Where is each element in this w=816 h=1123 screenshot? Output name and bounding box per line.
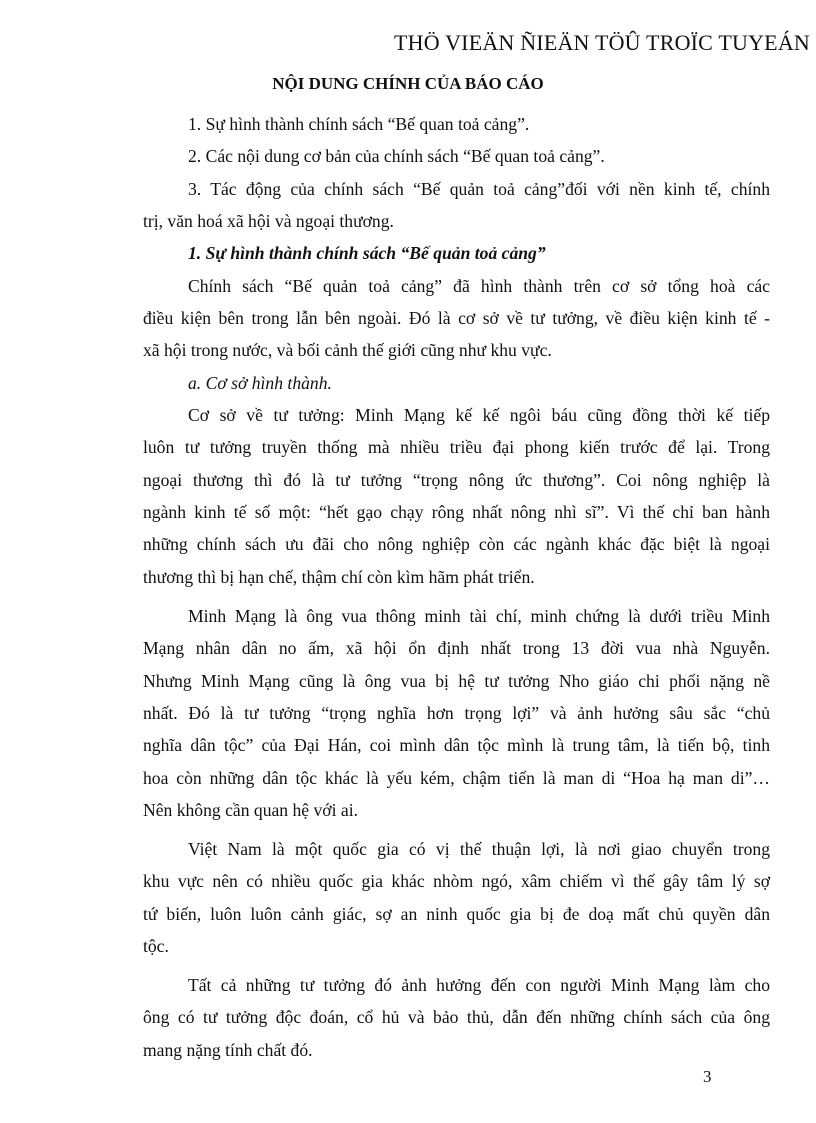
para3-line: Mạng nhân dân no ấm, xã hội ổn định nhất trong 13 đời vua nhà Nguyễn. <box>143 638 770 658</box>
outline-item-2: 2. Các nội dung cơ bản của chính sách “Bế quan toả cảng”. <box>188 146 605 166</box>
outline-item-3: 3. Tác động của chính sách “Bế quản toả cảng”đối với nền kinh tế, chính <box>188 179 770 199</box>
para3-line: Nên không cần quan hệ với ai. <box>143 800 358 820</box>
para4-line: tứ biến, luôn luôn cảnh giác, sợ an ninh quốc gia bị đe doạ mất chủ quyền dân <box>143 904 770 924</box>
para3-line: nhất. Đó là tư tưởng “trọng nghĩa hơn trọng lợi” và ảnh hưởng sâu sắc “chủ <box>143 703 770 723</box>
para3-line: hoa còn những dân tộc khác là yếu kém, chậm tiến là man di “Hoa hạ man di”… <box>143 768 770 788</box>
library-header: THÖ VIEÄN ÑIEÄN TÖÛ TROÏC TUYEÁN <box>393 30 810 55</box>
para2-line: thương thì bị hạn chế, thậm chí còn kìm hãm phát triển. <box>143 567 535 587</box>
para3-line: Nhưng Minh Mạng cũng là ông vua bị hệ tư tưởng Nho giáo chi phối nặng nề <box>143 671 770 691</box>
outline-item-1: 1. Sự hình thành chính sách “Bế quan toả cảng”. <box>188 114 530 134</box>
para5-line: ông có tư tưởng độc đoán, cổ hủ và bảo thủ, dẫn đến những chính sách của ông <box>143 1007 770 1027</box>
para1-line: Chính sách “Bế quản toả cảng” đã hình thành trên cơ sở tổng hoà các <box>188 276 770 296</box>
para1-line: xã hội trong nước, và bối cảnh thế giới cũng như khu vực. <box>143 340 552 360</box>
para4-line: khu vực nên có nhiều quốc gia khác nhòm ngó, xâm chiếm vì thế gây tâm lý sợ <box>143 871 770 891</box>
para4-line: Việt Nam là một quốc gia có vị thế thuận lợi, là nơi giao chuyển trong <box>188 839 770 859</box>
subsection-title: a. Cơ sở hình thành. <box>188 373 332 393</box>
page-heading: NỘI DUNG CHÍNH CỦA BÁO CÁO <box>272 74 544 93</box>
para2-line: Cơ sở về tư tưởng: Minh Mạng kế kế ngôi báu cũng đồng thời kế tiếp <box>188 405 770 425</box>
para3-line: nghĩa dân tộc” của Đại Hán, coi mình dân tộc mình là trung tâm, là tiến bộ, tinh <box>143 735 770 755</box>
para2-line: luôn tư tưởng truyền thống mà nhiều triều đại phong kiến trước để lại. Trong <box>143 437 770 457</box>
outline-item-3-cont: trị, văn hoá xã hội và ngoại thương. <box>143 211 394 231</box>
para2-line: những chính sách ưu đãi cho nông nghiệp còn các ngành khác đặc biệt là ngoại <box>143 534 770 554</box>
para2-line: ngoại thương thì đó là tư tưởng “trọng nông ức thương”. Coi nông nghiệp là <box>143 470 770 490</box>
section-title: 1. Sự hình thành chính sách “Bế quản toả cảng” <box>188 243 546 263</box>
para2-line: ngành kinh tế số một: “hết gạo chạy rông nhất nông nhì sĩ”. Vì thế chỉ ban hành <box>143 502 770 522</box>
para5-line: mang nặng tính chất đó. <box>143 1040 313 1060</box>
para5-line: Tất cả những tư tưởng đó ảnh hưởng đến con người Minh Mạng làm cho <box>188 975 770 995</box>
para4-line: tộc. <box>143 936 169 956</box>
para3-line: Minh Mạng là ông vua thông minh tài chí, minh chứng là dưới triều Minh <box>188 606 770 626</box>
page-number: 3 <box>703 1067 712 1086</box>
para1-line: điều kiện bên trong lẫn bên ngoài. Đó là cơ sở về tư tưởng, về điều kiện kinh tế - <box>143 308 770 328</box>
